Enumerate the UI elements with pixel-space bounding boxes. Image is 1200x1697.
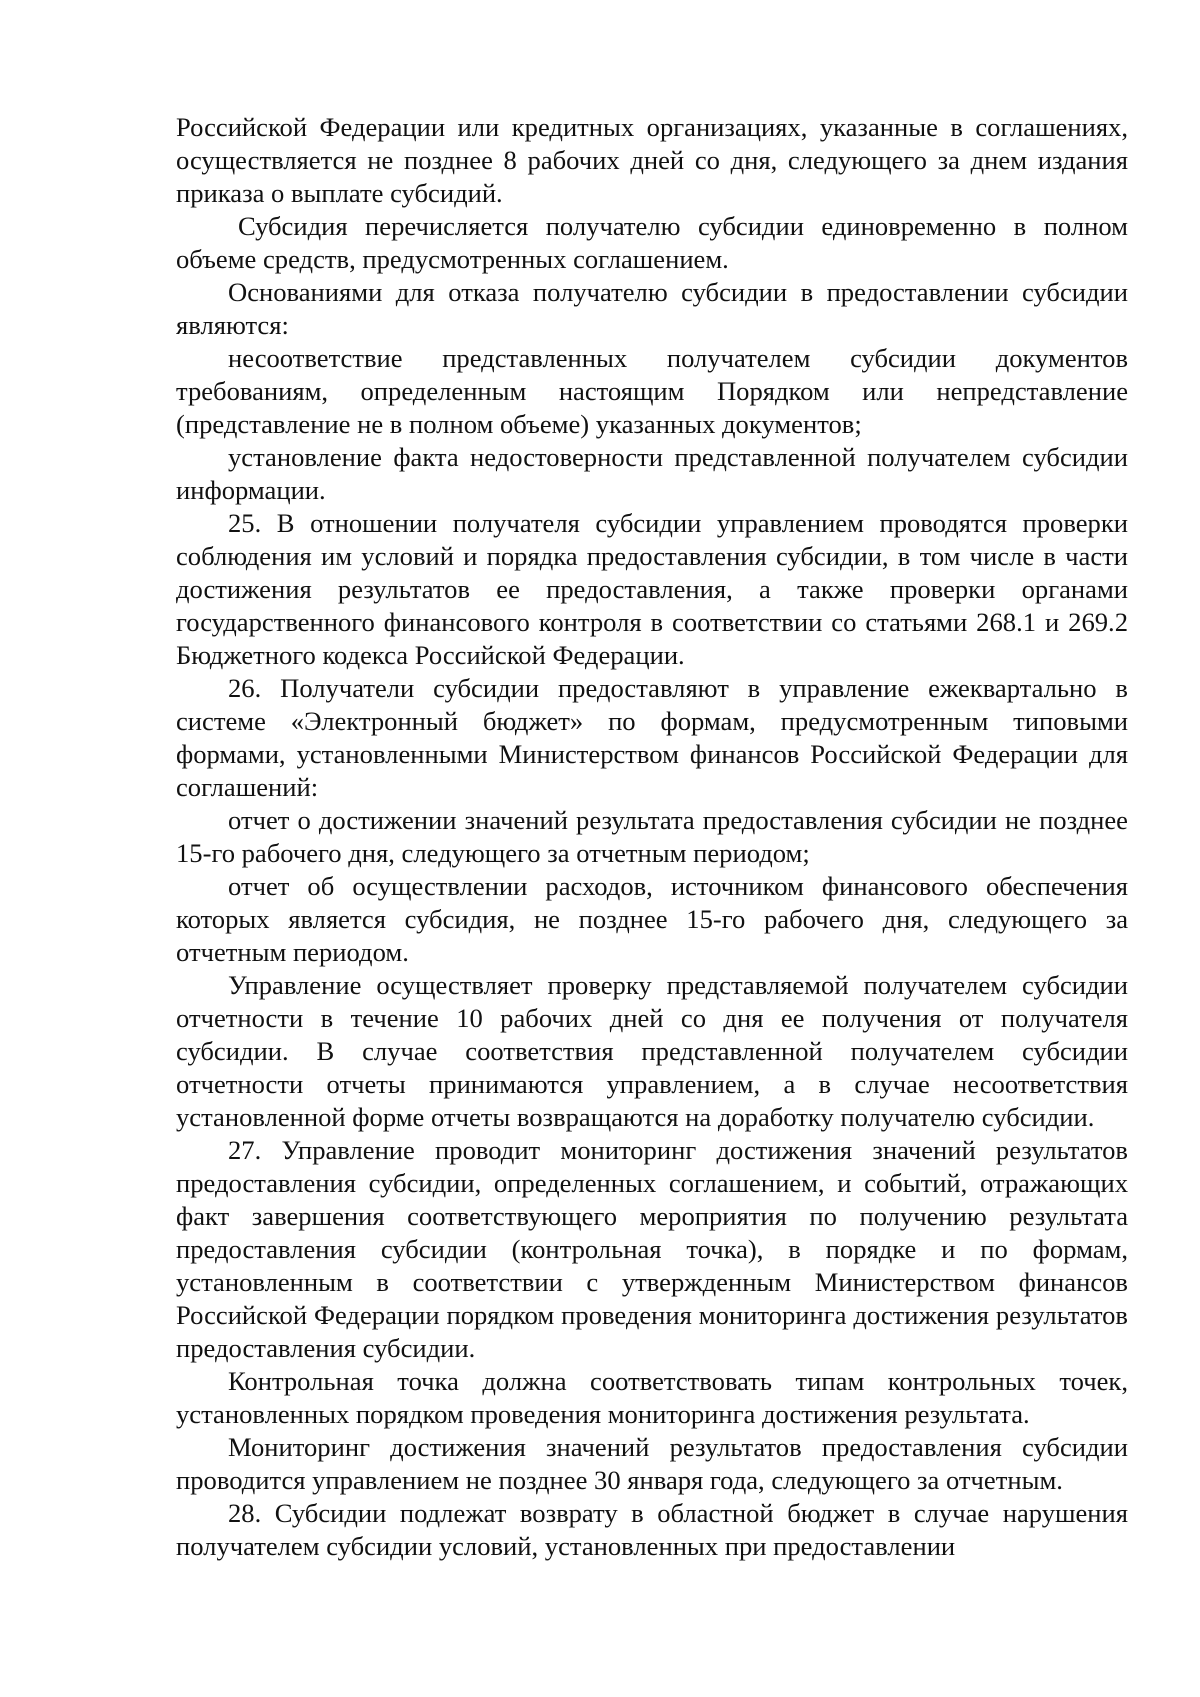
paragraph-monitoring-deadline: Мониторинг достижения значений результатов предоставления субсидии проводится управлением не позднее 30 января года, следующего за отчетным. <box>176 1432 1128 1495</box>
paragraph-27: 27. Управление проводит мониторинг достижения значений результатов предоставления субсидии, определенных соглашением, и событий, отражающих факт завершения соответствующего мероприятия по получению результата предоставления субсидии (контрольная точка), в порядке и по формам, установленным в соответствии с утвержденным Министерством финансов Российской Федерации порядком проведения мониторинга достижения результатов предоставления субсидии. <box>176 1135 1128 1363</box>
paragraph-report-results: отчет о достижении значений результата предоставления субсидии не позднее 15-го рабочего дня, следующего за отчетным периодом; <box>176 805 1128 868</box>
paragraph-refusal-documents: несоответствие представленных получателем субсидии документов требованиям, определенным настоящим Порядком или непредставление (представление не в полном объеме) указанных документов; <box>176 343 1128 439</box>
paragraph-refusal-grounds: Основаниями для отказа получателю субсидии в предоставлении субсидии являются: <box>176 277 1128 340</box>
paragraph-subsidy-transfer: Субсидия перечисляется получателю субсидии единовременно в полном объеме средств, предусмотренных соглашением. <box>176 211 1128 274</box>
paragraph-report-expenses: отчет об осуществлении расходов, источником финансового обеспечения которых является субсидия, не позднее 15-го рабочего дня, следующего за отчетным периодом. <box>176 871 1128 967</box>
paragraph-report-check: Управление осуществляет проверку представляемой получателем субсидии отчетности в течение 10 рабочих дней со дня ее получения от получателя субсидии. В случае соответствия представленной получателем субсидии отчетности отчеты принимаются управлением, а в случае несоответствия установленной форме отчеты возвращаются на доработку получателю субсидии. <box>176 970 1128 1132</box>
paragraph-continuation: Российской Федерации или кредитных организациях, указанные в соглашениях, осуществляется не позднее 8 рабочих дней со дня, следующего за днем издания приказа о выплате субсидий. <box>176 112 1128 208</box>
paragraph-28: 28. Субсидии подлежат возврату в областной бюджет в случае нарушения получателем субсидии условий, установленных при предоставлении <box>176 1498 1128 1561</box>
paragraph-26: 26. Получатели субсидии предоставляют в управление ежеквартально в системе «Электронный бюджет» по формам, предусмотренным типовыми формами, установленными Министерством финансов Российской Федерации для соглашений: <box>176 673 1128 802</box>
document-body <box>176 111 1128 1563</box>
paragraph-control-point: Контрольная точка должна соответствовать типам контрольных точек, установленных порядком проведения мониторинга достижения результата. <box>176 1366 1128 1429</box>
paragraph-refusal-information: установление факта недостоверности представленной получателем субсидии информации. <box>176 442 1128 505</box>
paragraph-25: 25. В отношении получателя субсидии управлением проводятся проверки соблюдения им условий и порядка предоставления субсидии, в том числе в части достижения результатов ее предоставления, а также проверки органами государственного финансового контроля в соответствии со статьями 268.1 и 269.2 Бюджетного кодекса Российской Федерации. <box>176 508 1128 670</box>
